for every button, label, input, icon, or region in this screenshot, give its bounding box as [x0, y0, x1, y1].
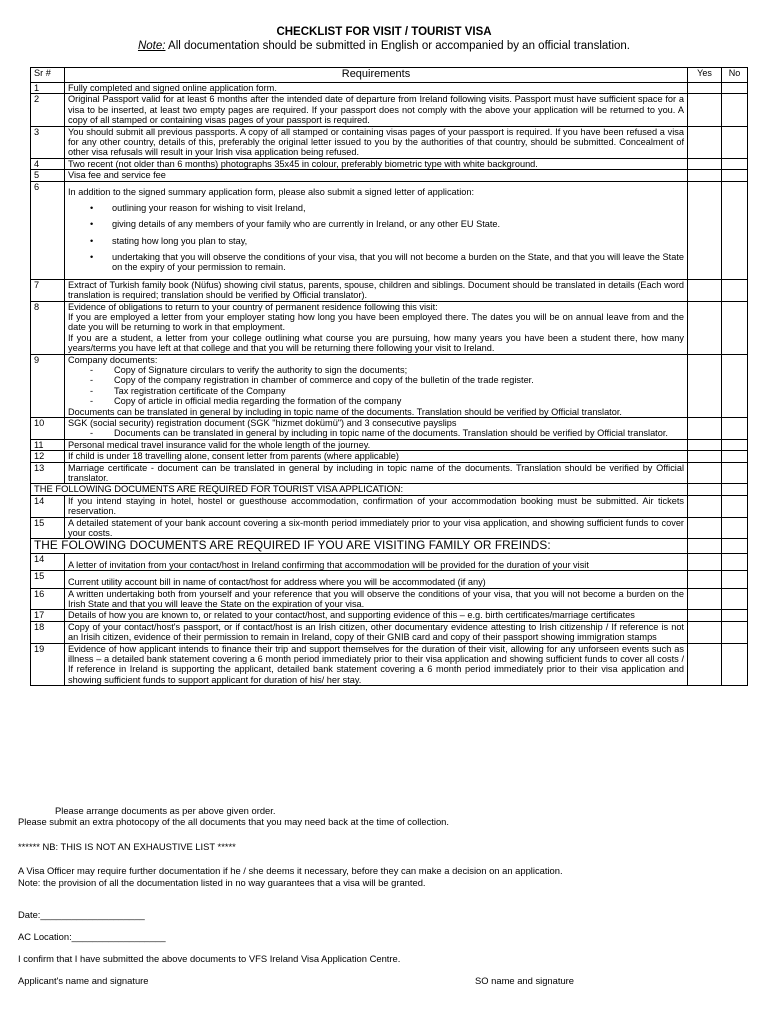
no-checkbox-cell	[722, 354, 748, 417]
no-checkbox-cell	[722, 484, 748, 496]
row-number: 5	[31, 170, 65, 181]
row-number: 14	[31, 495, 65, 517]
table-row	[31, 462, 748, 484]
yes-checkbox-cell	[688, 417, 722, 439]
yes-checkbox-cell	[688, 170, 722, 181]
table-row	[31, 439, 748, 450]
table-row	[31, 94, 748, 126]
table-row	[31, 571, 748, 588]
no-checkbox-cell	[722, 495, 748, 517]
yes-checkbox-cell	[688, 126, 722, 158]
applicant-signature: Applicant's name and signature	[18, 975, 149, 986]
no-checkbox-cell	[722, 621, 748, 643]
dash-item: - Documents can be translated in general by including in topic name of the documents. Translation should be verified by Official translator.	[68, 428, 684, 438]
row-number: 9	[31, 354, 65, 417]
requirements-table	[30, 67, 748, 686]
requirement-cell	[65, 181, 688, 279]
yes-checkbox-cell	[688, 610, 722, 621]
row-number: 12	[31, 451, 65, 462]
no-checkbox-cell	[722, 539, 748, 553]
requirement-tail: Documents can be translated in general by including in topic name of the documents. Translation should be verified by Official translator.	[68, 406, 622, 417]
requirement-line: Evidence of obligations to return to your country of permanent residence following this visit:	[68, 301, 438, 312]
yes-checkbox-cell	[688, 517, 722, 539]
table-row	[31, 495, 748, 517]
footer-officer: A Visa Officer may require further documentation if he / she deems it necessary, before they can make a decision on an application.	[18, 865, 563, 876]
row-number: 19	[31, 643, 65, 686]
table-row	[31, 301, 748, 354]
row-number: 15	[31, 517, 65, 539]
no-checkbox-cell	[722, 553, 748, 570]
requirement-cell: Copy of your contact/host's passport, or if contact/host is an Irish citizen, other documentary evidence attesting to Irish citizenship / If reference is not an Irisih citizen, evidence of their permission to remain in Ireland, copy of their GNIB card and copy of their passport showing immigration stamps	[65, 621, 688, 643]
yes-checkbox-cell	[688, 94, 722, 126]
row-number: 7	[31, 279, 65, 301]
yes-checkbox-cell	[688, 553, 722, 570]
yes-checkbox-cell	[688, 643, 722, 686]
requirements-header: Requirements	[65, 68, 688, 83]
row-number: 11	[31, 439, 65, 450]
requirement-cell: Details of how you are known to, or related to your contact/host, and supporting evidence of this – e.g. birth certificates/marriage certificates	[65, 610, 688, 621]
yes-checkbox-cell	[688, 158, 722, 169]
no-checkbox-cell	[722, 571, 748, 588]
table-row	[31, 588, 748, 610]
requirement-heading: Company documents:	[68, 354, 158, 365]
yes-checkbox-cell	[688, 484, 722, 496]
no-checkbox-cell	[722, 170, 748, 181]
yes-checkbox-cell	[688, 354, 722, 417]
row-number: 4	[31, 158, 65, 169]
yes-checkbox-cell	[688, 451, 722, 462]
no-checkbox-cell	[722, 451, 748, 462]
no-checkbox-cell	[722, 517, 748, 539]
row-number: 1	[31, 83, 65, 94]
requirement-cell: Visa fee and service fee	[65, 170, 688, 181]
table-row	[31, 610, 748, 621]
requirement-cell: Extract of Turkish family book (Nüfus) showing civil status, parents, spouse, children and siblings. Document should be translated in details (Each word translation is required; translation should be verified by Official translator).	[65, 279, 688, 301]
row-number: 2	[31, 94, 65, 126]
no-checkbox-cell	[722, 83, 748, 94]
yes-checkbox-cell	[688, 181, 722, 279]
table-row	[31, 451, 748, 462]
row-number: 10	[31, 417, 65, 439]
yes-checkbox-cell	[688, 621, 722, 643]
table-header-row	[31, 68, 748, 83]
no-checkbox-cell	[722, 417, 748, 439]
page-title: CHECKLIST FOR VISIT / TOURIST VISA	[276, 26, 492, 38]
yes-checkbox-cell	[688, 495, 722, 517]
row-number: 8	[31, 301, 65, 354]
bullet-list	[68, 203, 684, 273]
bullet-item: • stating how long you plan to stay,	[68, 236, 684, 246]
requirement-cell	[65, 354, 688, 417]
table-row	[31, 517, 748, 539]
no-checkbox-cell	[722, 279, 748, 301]
requirement-cell: Current utility account bill in name of contact/host for address where you will be accommodated (if any)	[65, 571, 688, 588]
requirement-cell	[65, 417, 688, 439]
yes-checkbox-cell	[688, 588, 722, 610]
row-number: 15	[31, 571, 65, 588]
dash-item: - Copy of article in official media regarding the formation of the company	[68, 396, 684, 406]
bullet-item: • outlining your reason for wishing to visit Ireland,	[68, 203, 684, 213]
no-checkbox-cell	[722, 462, 748, 484]
dash-item: - Copy of the company registration in chamber of commerce and copy of the bulletin of the trade register.	[68, 375, 684, 385]
tourist-section-header-row	[31, 484, 748, 496]
no-checkbox-cell	[722, 94, 748, 126]
so-signature: SO name and signature	[475, 975, 575, 986]
table-row	[31, 621, 748, 643]
yes-checkbox-cell	[688, 462, 722, 484]
row-number: 6	[31, 181, 65, 279]
table-row	[31, 354, 748, 417]
dash-list	[68, 365, 684, 407]
yes-checkbox-cell	[688, 301, 722, 354]
translation-note	[0, 40, 768, 52]
table-row	[31, 553, 748, 570]
table-row	[31, 643, 748, 686]
row-number: 16	[31, 588, 65, 610]
requirement-cell: If child is under 18 travelling alone, consent letter from parents (where applicable)	[65, 451, 688, 462]
no-checkbox-cell	[722, 439, 748, 450]
yes-checkbox-cell	[688, 83, 722, 94]
no-checkbox-cell	[722, 181, 748, 279]
dash-list	[68, 428, 684, 438]
requirement-cell: If you intend staying in hotel, hostel or guesthouse accommodation, confirmation of your accommodation booking must be submitted. Air tickets reservation.	[65, 495, 688, 517]
no-checkbox-cell	[722, 158, 748, 169]
no-header: No	[722, 68, 748, 83]
no-checkbox-cell	[722, 126, 748, 158]
no-checkbox-cell	[722, 588, 748, 610]
no-checkbox-cell	[722, 610, 748, 621]
requirement-cell: Original Passport valid for at least 6 months after the intended date of departure from Ireland following visits. Passport must have sufficient space for a visa to be inserted, at least two empty pages are required. If your passport does not comply with the above your application will be returned to you. A copy of all stamped or containing visas pages of your passport is required.	[65, 94, 688, 126]
footer-photocopy: Please submit an extra photocopy of the all documents that you may need back at the time of collection.	[18, 816, 449, 827]
note-label: Note:	[137, 40, 166, 52]
requirement-cell: Marriage certificate - document can be translated in general by including in topic name of the documents. Translation should be verified by Official translator.	[65, 462, 688, 484]
yes-checkbox-cell	[688, 279, 722, 301]
yes-header: Yes	[688, 68, 722, 83]
requirement-cell: Fully completed and signed online application form.	[65, 83, 688, 94]
table-row	[31, 417, 748, 439]
row-number: 14	[31, 553, 65, 570]
dash-item: - Copy of Signature circulars to verify the authority to sign the documents;	[68, 365, 684, 375]
row-number: 17	[31, 610, 65, 621]
requirement-line: If you are employed a letter from your employer stating how long you have been employed there. The dates you will be on annual leave from and the date you will be returning to work in that employment.	[68, 312, 684, 333]
table-row	[31, 181, 748, 279]
footer-nb: ****** NB: THIS IS NOT AN EXHAUSTIVE LIST *****	[18, 841, 236, 852]
tourist-section-header: THE FOLLOWING DOCUMENTS ARE REQUIRED FOR TOURIST VISA APPLICATION:	[31, 484, 688, 496]
row-number: 13	[31, 462, 65, 484]
yes-checkbox-cell	[688, 571, 722, 588]
yes-checkbox-cell	[688, 439, 722, 450]
confirmation-text: I confirm that I have submitted the above documents to VFS Ireland Visa Application Centre.	[18, 953, 401, 964]
requirement-line: If you are a student, a letter from your college outlining what course you are pursuing, how many years you have been a student there, how many years/terms you have left at that college and that you will be returning there following your visit to Ireland.	[68, 332, 684, 354]
ac-location-field: AC Location:__________________	[18, 931, 166, 942]
row-number: 18	[31, 621, 65, 643]
table-row	[31, 279, 748, 301]
requirement-cell: A written undertaking both from yourself and your reference that you will observe the conditions of your visa, that you will not become a burden on the Irish State and that you will leave the State on the expiration of your visa.	[65, 588, 688, 610]
yes-checkbox-cell	[688, 539, 722, 553]
no-checkbox-cell	[722, 301, 748, 354]
no-checkbox-cell	[722, 643, 748, 686]
requirement-cell: A letter of invitation from your contact/host in Ireland confirming that accommodation will be provided for the duration of your visit	[65, 553, 688, 570]
row-number: 3	[31, 126, 65, 158]
table-row	[31, 83, 748, 94]
family-section-header: THE FOLOWING DOCUMENTS ARE REQUIRED IF YOU ARE VISITING FAMILY OR FREINDS:	[31, 539, 688, 553]
requirement-heading: SGK (social security) registration document (SGK "hizmet dokümü") and 3 consecutive payslips	[68, 417, 457, 428]
footer-arrange: Please arrange documents as per above given order.	[55, 805, 276, 816]
requirement-cell: A detailed statement of your bank account covering a six-month period immediately prior to your visa application, and showing sufficient funds to cover your costs.	[65, 517, 688, 539]
family-section-header-row	[31, 539, 748, 553]
requirement-cell	[65, 301, 688, 354]
sr-header: Sr #	[31, 68, 65, 83]
date-field: Date:____________________	[18, 909, 145, 920]
bullet-item: • giving details of any members of your family who are currently in Ireland, or any other EU State.	[68, 219, 684, 229]
bullet-item: • undertaking that you will observe the conditions of your visa, that you will not become a burden on the State, and that you will leave the State on the expiry of your permission to remain.	[68, 252, 684, 273]
table-row	[31, 126, 748, 158]
footer-provision: Note: the provision of all the documentation listed in no way guarantees that a visa will be granted.	[18, 877, 426, 888]
requirement-intro: In addition to the signed summary application form, please also submit a signed letter of application:	[68, 186, 475, 197]
note-text: All documentation should be submitted in English or accompanied by an official translation.	[165, 40, 631, 52]
requirement-cell: You should submit all previous passports. A copy of all stamped or containing visas pages of your passport is required. If you have been refused a visa for any other country, details of this, preferably the original letter issued to you by the authorities of that country, should be submitted. Concealment of other visa refusals will result in your Irish visa application being refused.	[65, 126, 688, 158]
dash-item: - Tax registration certificate of the Company	[68, 386, 684, 396]
requirement-cell: Two recent (not older than 6 months) photographs 35x45 in colour, preferably biometric type with white background.	[65, 158, 688, 169]
requirement-cell: Evidence of how applicant intends to finance their trip and support themselves for the duration of their visit, allowing for any unforseen events such as illness – a detailed bank statement covering a 6 month period immediately prior to their visa application and showing sufficient funds to cover all costs / If reference in Ireland is supporting the applicant, detailed bank statement covering a 6 month period immediately prior to their visa application and showing sufficient funds to support applicant for duration of his/ her stay.	[65, 643, 688, 686]
table-row	[31, 158, 748, 169]
requirement-cell: Personal medical travel insurance valid for the whole length of the journey.	[65, 439, 688, 450]
table-row	[31, 170, 748, 181]
